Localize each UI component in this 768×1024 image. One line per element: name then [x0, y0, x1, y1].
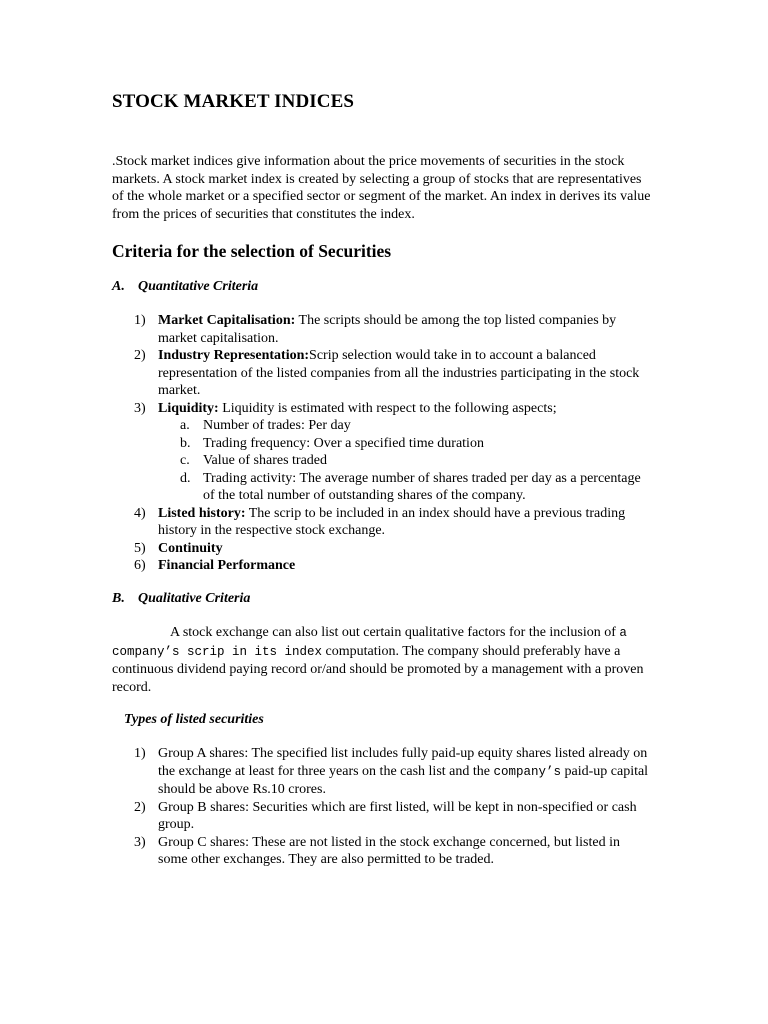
criterion-term: Listed history:	[158, 505, 246, 521]
criteria-heading: Criteria for the selection of Securities	[112, 241, 392, 261]
sub-list-letter: d.	[180, 470, 191, 486]
type-text-part2: paid-up capital should be above Rs.10 crores.	[158, 763, 649, 797]
list-item	[112, 834, 652, 869]
type-text-mono: company’s	[493, 764, 561, 779]
list-item	[112, 540, 652, 558]
list-item	[112, 799, 652, 834]
list-item	[112, 557, 652, 575]
page-title: STOCK MARKET INDICES	[112, 91, 355, 112]
list-item	[112, 312, 652, 347]
section-a-title: Quantitative Criteria	[138, 279, 259, 294]
sub-list-text: Value of shares traded	[203, 453, 328, 468]
section-b-title: Qualitative Criteria	[138, 591, 251, 606]
criterion-term: Continuity	[158, 540, 223, 556]
list-number: 2)	[134, 348, 146, 363]
list-number: 4)	[134, 505, 146, 521]
list-number: 3)	[134, 834, 146, 850]
section-b-heading	[112, 590, 250, 608]
list-item	[112, 505, 652, 540]
intro-paragraph: .Stock market indices give information about the price movements of securities in the stock markets. A stock market index is created by selecting a group of stocks that are representatives of the whole market or a specified sector or segment of the market. An index in derives its value from the prices of securities that constitutes the index.	[112, 154, 651, 222]
list-number: 3)	[134, 400, 146, 416]
sub-list-letter: b.	[180, 435, 191, 451]
sub-list-letter: a.	[180, 418, 190, 433]
qualitative-text-part1: A stock exchange can also list out certain qualitative factors for the inclusion of	[170, 625, 616, 640]
criterion-term: Liquidity:	[158, 400, 219, 416]
sub-list-text: Number of trades: Per day	[203, 418, 351, 433]
type-text-part1: Group A shares: The specified list includes fully paid-up equity shares listed already on the exchange at least for three years on the cash list and the	[158, 746, 648, 779]
types-heading: Types of listed securities	[124, 712, 264, 727]
qualitative-text-part2: computation. The company should preferably have a continuous dividend paying record or/and should be promoted by a management with a proven record.	[112, 643, 644, 695]
list-number: 2)	[134, 799, 146, 815]
section-a-letter: A.	[112, 279, 125, 294]
section-b-letter: B.	[112, 591, 125, 606]
list-item	[112, 347, 652, 400]
sub-list-letter: c.	[180, 453, 190, 468]
sub-list-text: Trading activity: The average number of shares traded per day as a percentage of the total number of outstanding shares of the company.	[203, 470, 641, 503]
criterion-term: Industry Representation:	[158, 348, 310, 363]
quantitative-criteria-list	[112, 312, 652, 575]
sub-list-item	[158, 417, 652, 435]
list-item	[112, 400, 652, 505]
sub-list-item	[158, 470, 652, 505]
list-number: 1)	[134, 746, 146, 761]
qualitative-paragraph	[112, 624, 652, 696]
sub-list-item	[158, 452, 652, 470]
sub-list-item	[158, 435, 652, 453]
list-number: 5)	[134, 540, 146, 556]
list-item	[112, 745, 652, 799]
criterion-text: The scripts should be among the top listed companies by market capitalisation.	[158, 313, 617, 346]
type-text-part1: Group C shares: These are not listed in the stock exchange concerned, but listed in some other exchanges. They are also permitted to be traded.	[158, 834, 620, 867]
criterion-term: Financial Performance	[158, 558, 296, 573]
criterion-term: Market Capitalisation:	[158, 313, 296, 328]
criterion-text: The scrip to be included in an index should have a previous trading history in the respective stock exchange.	[158, 505, 626, 538]
liquidity-aspects-list	[158, 417, 652, 505]
sub-list-text: Trading frequency: Over a specified time duration	[203, 435, 484, 451]
type-text-part1: Group B shares: Securities which are first listed, will be kept in non-specified or cash group.	[158, 799, 637, 832]
criterion-text: Liquidity is estimated with respect to the following aspects;	[218, 400, 557, 416]
list-number: 1)	[134, 313, 146, 328]
criterion-text: Scrip selection would take in to account a balanced representation of the listed companies from all the industries participating in the stock market.	[158, 348, 640, 398]
listed-securities-types-list	[112, 745, 652, 869]
section-a-heading	[112, 278, 258, 296]
qualitative-text-mono: a company’s scrip in its index	[112, 626, 627, 659]
list-number: 6)	[134, 558, 146, 573]
